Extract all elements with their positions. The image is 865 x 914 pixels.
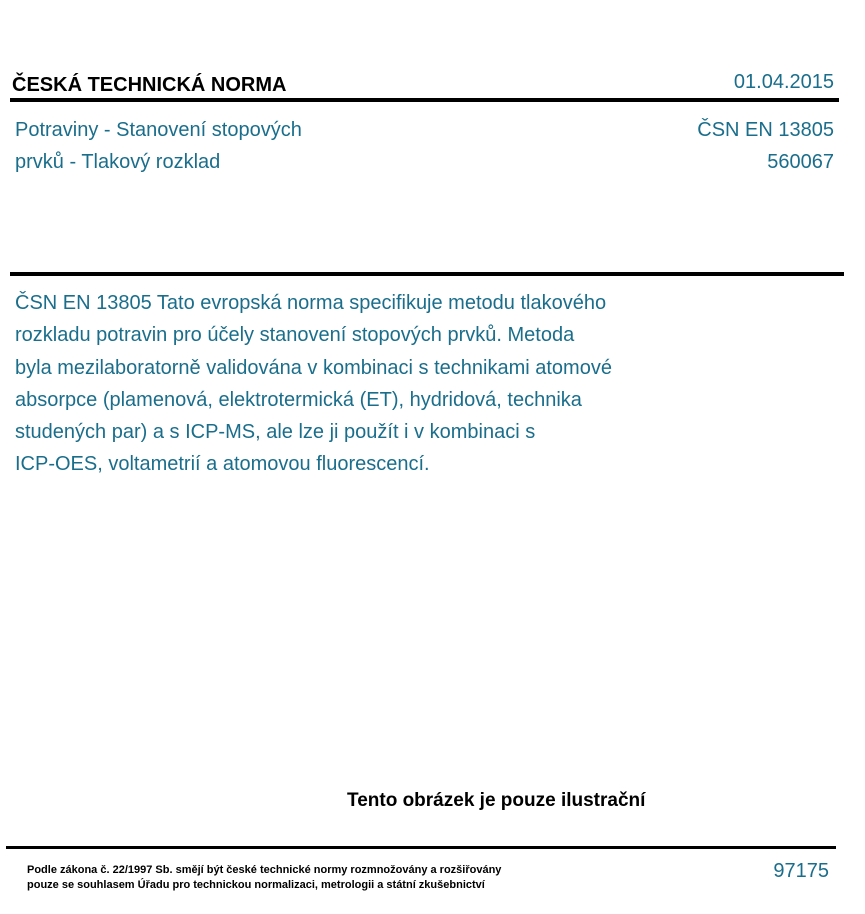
abstract-line: ICP-OES, voltametrií a atomovou fluorescencí. — [15, 453, 430, 476]
standard-identifiers — [697, 114, 834, 178]
standard-title-line: Potraviny - Stanovení stopových — [15, 119, 302, 141]
abstract-line: ČSN EN 13805 Tato evropská norma specifikuje metodu tlakového — [15, 292, 607, 314]
legal-notice-line: pouze se souhlasem Úřadu pro technickou normalizaci, metrologii a státní zkušebnictví — [27, 879, 485, 891]
publication-date: 01.04.2015 — [733, 71, 834, 93]
abstract-line: studených par) a s ICP-MS, ale lze ji použít i v kombinaci s — [15, 421, 536, 444]
standard-title-line: prvků - Tlakový rozklad — [15, 151, 221, 173]
abstract-line: rozkladu potravin pro účely stanovení stopových prvků. Metoda — [15, 324, 575, 347]
legal-notice — [27, 863, 501, 893]
standard-designation: ČSN EN 13805 — [697, 119, 834, 141]
legal-notice-line: Podle zákona č. 22/1997 Sb. smějí být české technické normy rozmnožovány a rozšiřovány — [27, 864, 502, 876]
abstract-text — [15, 287, 675, 481]
classification-code: 560067 — [767, 151, 834, 173]
document-heading: ČESKÁ TECHNICKÁ NORMA — [12, 74, 287, 96]
bottom-divider — [6, 846, 836, 849]
standard-title — [15, 114, 415, 178]
abstract-line: absorpce (plamenová, elektrotermická (ET), hydridová, technika — [15, 388, 582, 411]
catalog-number: 97175 — [773, 860, 829, 882]
illustration-disclaimer: Tento obrázek je pouze ilustrační — [347, 790, 646, 811]
middle-divider — [10, 272, 844, 276]
abstract-line: byla mezilaboratorně validována v kombinaci s technikami atomové — [15, 356, 612, 379]
top-divider — [10, 98, 839, 102]
